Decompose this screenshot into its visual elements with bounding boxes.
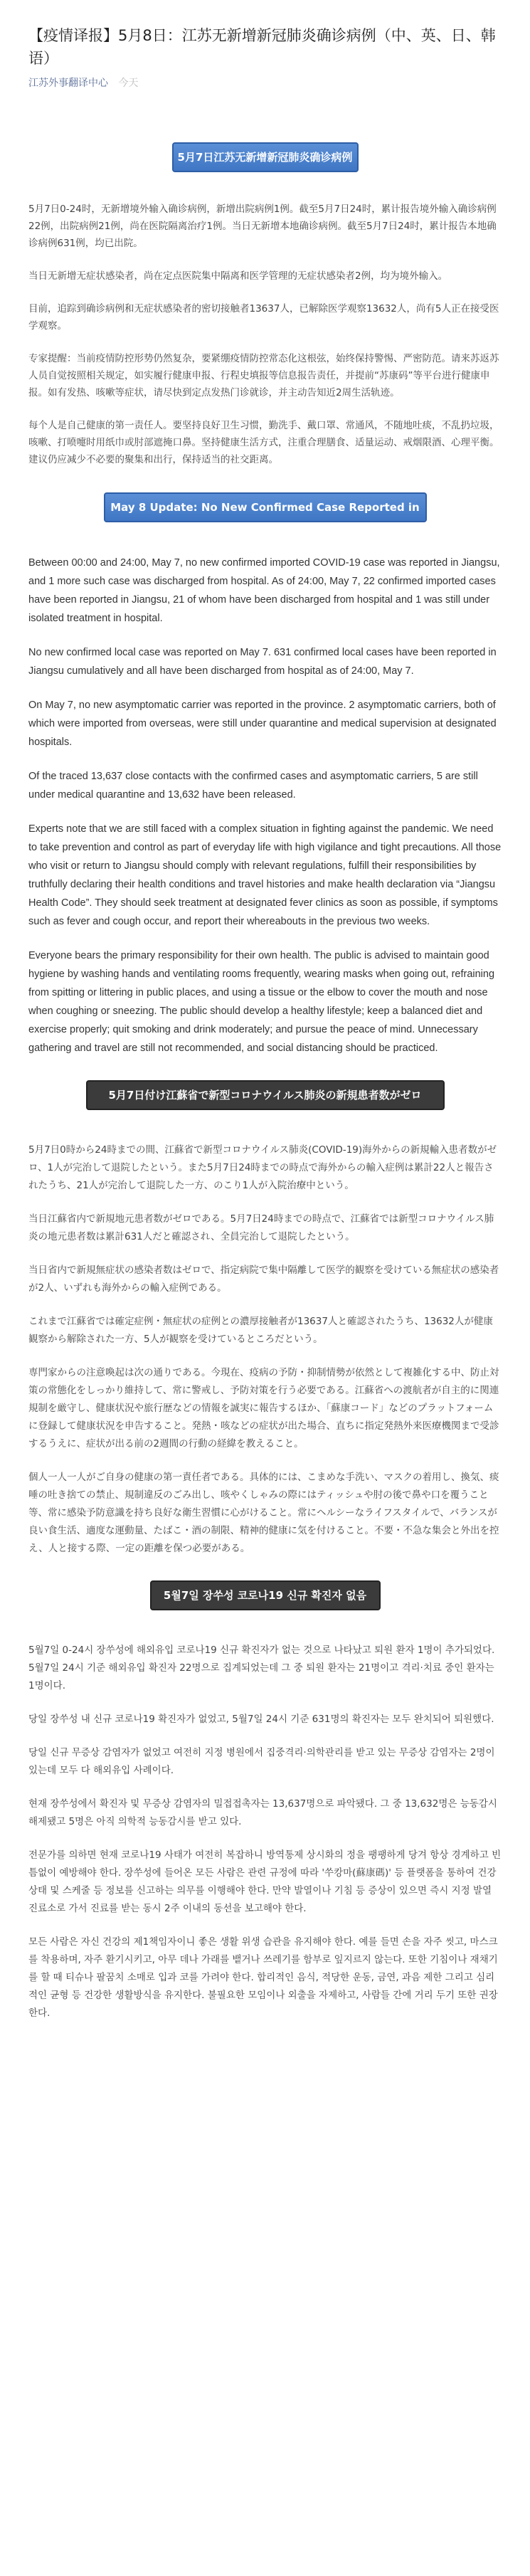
zh-paragraph: 每个人是自己健康的第一责任人。要坚持良好卫生习惯，勤洗手、戴口罩、常通风，不随地吐痰，不乱扔垃圾，咳嗽、打喷嚏时用纸巾或肘部遮掩口鼻。坚持健康生活方式，注重合理膳食、适量运动、戒烟限酒、心理平衡。建议仍应减少不必要的聚集和出行，保持适当的社交距离。 <box>28 420 499 465</box>
zh-section <box>0 201 530 468</box>
ko-paragraph: 현재 장쑤성에서 확진자 및 무증상 감염자의 밀접접촉자는 13,637명으로 파악됐다. 그 중 13,632명은 능동감시 해제됐고 5명은 아직 의학적 능동감시를 받고 있다. <box>28 1798 497 1827</box>
ko-section <box>0 1642 530 2022</box>
ja-paragraph: 専門家からの注意喚起は次の通りである。今現在、疫病の予防・抑制情勢が依然として複雑化する中、防止対策の常態化をしっかり維持して、常に警戒し、予防対策を行う必要である。江蘇省への渡航者が自主的に関連規制を厳守し、健康状況や旅行歴などの情報を誠実に報告するほか、「蘇康コード」などのプラットフォームに登録して健康状況を申告すること。発熱・咳などの症状が出た場合、直ちに指定発熱外来医療機関まで受診するうえに、症状が出る前の2週間の行動の経緯を教えること。 <box>28 1367 499 1450</box>
ja-paragraph: これまで江蘇省では確定症例・無症状の症例との濃厚接触者が13637人と確認されたうち、13632人が健康観察から解除された一方、5人が観察を受けているところだという。 <box>28 1316 493 1345</box>
en-paragraph: On May 7, no new asymptomatic carrier was reported in the province. 2 asymptomatic carriers, both of which were imported from overseas, were still under quarantine and medical supervision at designated hospitals. <box>28 700 497 748</box>
ja-paragraph: 当日省内で新規無症状の感染者数はゼロで、指定病院で集中隔離して医学的観察を受けている無症状の感染者が2人、いずれも海外からの輸入症例である。 <box>28 1265 499 1294</box>
article-title: 【疫情译报】5月8日：江苏无新增新冠肺炎确诊病例（中、英、日、韩语） <box>28 27 496 67</box>
zh-paragraph: 5月7日0-24时，无新增境外输入确诊病例，新增出院病例1例。截至5月7日24时，累计报告境外输入确诊病例22例，出院病例21例，尚在医院隔离治疗1例。当日无新增本地确诊病例。截至5月7日24时，累计报告本地确诊病例631例，均已出院。 <box>28 204 497 249</box>
ja-section-banner: 5月7日付け江蘇省で新型コロナウイルス肺炎の新規患者数がゼロ <box>86 1080 445 1110</box>
en-section-banner: May 8 Update: No New Confirmed Case Reported in Jiangsu <box>104 492 427 522</box>
en-paragraph: No new confirmed local case was reported on May 7. 631 confirmed local cases have been reported in Jiangsu cumulatively and all have been discharged from hospital as of 24:00, May 7. <box>28 647 497 677</box>
ko-section-banner: 5월7일 장쑤성 코로나19 신규 확진자 없음 <box>150 1580 381 1610</box>
en-section <box>0 554 530 1057</box>
en-paragraph: Experts note that we are still faced with a complex situation in fighting against the pandemic. We need to take prevention and control as part of everyday life with high vigilance and tight precautions. All those who visit or return to Jiangsu should comply with relevant regulations, fulfill their responsibilities by truthfully declaring their health conditions and travel histories and make health declaration via “Jiangsu Health Code”. They should seek treatment at designated fever clinics as soon as possible, if symptoms such as fever and cough occur, and report their whereabouts in the previous two weeks. <box>28 823 502 927</box>
en-paragraph: Of the traced 13,637 close contacts with the confirmed cases and asymptomatic carriers, 5 are still under medical quarantine and 13,632 have been released. <box>28 771 478 801</box>
ko-paragraph: 모든 사람은 자신 건강의 제1책임자이니 좋은 생활 위생 습관을 유지해야 한다. 예를 들면 손을 자주 씻고, 마스크를 착용하며, 자주 환기시키고, 아무 데나 가래를 뱉거나 쓰레기를 함부로 잎지르지 않는다. 또한 기침이나 재채기를 할 때 티슈나 팔꿈치 소매로 입과 코를 가려야 한다. 합리적인 음식, 적당한 운동, 금연, 과음 제한 그리고 심리적인 균형 등 건강한 생활방식을 유지한다. 불필요한 모임이나 외출을 자제하고, 사람들 간에 거리 두기 또한 권장한다. <box>28 1936 498 2019</box>
en-paragraph: Everyone bears the primary responsibility for their own health. The public is advised to maintain good hygiene by washing hands and ventilating rooms frequently, wearing masks when going out, refraining from spitting or littering in public places, and using a tissue or the elbow to cover the mouth and nose when coughing or sneezing. The public should develop a healthy lifestyle; keep a balanced diet and exercise properly; quit smoking and drink moderately; and pursue the peace of mind. Unnecessary gathering and travel are still not recommended, and social distancing should be practiced. <box>28 950 495 1054</box>
ja-section <box>0 1141 530 1558</box>
zh-paragraph: 当日无新增无症状感染者，尚在定点医院集中隔离和医学管理的无症状感染者2例，均为境外输入。 <box>28 270 448 282</box>
article-header <box>0 0 530 90</box>
account-name-link[interactable]: 江苏外事翻译中心 <box>28 78 108 89</box>
publish-date: 今天 <box>118 78 139 89</box>
ko-paragraph: 당일 장쑤성 내 신규 코로나19 확진자가 없었고, 5월7일 24시 기준 631명의 확진자는 모두 완치되어 퇴원했다. <box>28 1714 494 1725</box>
ja-paragraph: 個人一人一人がご自身の健康の第一責任者である。具体的には、こまめな手洗い、マスクの着用し、換気、痰唾の吐き捨ての禁止、規制違反のごみ出し、咳やくしゃみの際にはティッシュや肘の後で鼻や口を覆うこと等、常に感染予防意識を持ち良好な衛生習慣に心がけること。常にヘルシーなライフスタイルで、バランスが良い食生活、適度な運動量、たばこ・酒の制限、精神的健康に気を付けること。不要・不急な集会と外出を控え、人と接する際、一定の距離を保つ必要がある。 <box>28 1472 499 1554</box>
ko-paragraph: 당일 신규 무증상 감염자가 없었고 여전히 지정 병원에서 집중격리·의학관리를 받고 있는 무증상 감염자는 2명이 있는데 모두 다 해외유입 사례이다. <box>28 1747 495 1776</box>
ko-paragraph: 전문가를 의하면 현재 코로나19 사태가 여전히 복잡하니 방역통제 상시화의 정을 팽팽하게 당겨 항상 경계하고 빈틈없이 예방해야 한다. 장쑤성에 들어온 모든 사람은 관련 규정에 따라 '쑤캉마(蘇康碼)' 등 플랫폼을 통하여 건강상태 및 스케줄 등 정보를 신고하는 의무를 이행해야 한다. 만약 발열이나 기침 등 증상이 있으면 즉시 지정 발열 진료소로 가서 진료를 받는 동시 2주 이내의 동선을 보고해야 한다. <box>28 1849 502 1914</box>
zh-section-banner: 5月7日江苏无新增新冠肺炎确诊病例 <box>172 142 359 172</box>
ko-paragraph: 5월7일 0-24시 장쑤성에 해외유입 코로나19 신규 확진자가 없는 것으로 나타났고 퇴원 환자 1명이 추가되었다. 5월7일 24시 기준 해외유입 확진자 22명으로 집계되었는데 그 중 퇴원 환자는 21명이고 격리·치료 중인 환자는 1명이다. <box>28 1645 495 1691</box>
zh-paragraph: 专家提醒：当前疫情防控形势仍然复杂，要紧绷疫情防控常态化这根弦，始终保持警惕、严密防范。请来苏返苏人员自觉按照相关规定，如实履行健康申报、行程史填报等信息报告责任，并提前“苏康码”等平台进行健康申报。如有发热、咳嗽等症状，请尽快到定点发热门诊就诊，并主动告知近2周生活轨迹。 <box>28 353 499 398</box>
article-meta <box>28 75 502 90</box>
en-paragraph: Between 00:00 and 24:00, May 7, no new confirmed imported COVID-19 case was reported in Jiangsu, and 1 more such case was discharged from hospital. As of 24:00, May 7, 22 confirmed imported cases have been reported in Jiangsu, 21 of whom have been discharged from hospital and 1 was still under isolated treatment in hospital. <box>28 557 500 624</box>
ja-paragraph: 5月7日0時から24時までの間、江蘇省で新型コロナウイルス肺炎(COVID-19)海外からの新規輸入患者数がゼロ、1人が完治して退院したという。また5月7日24時までの時点で海外からの輸入症例は累計22人と報告されたうち、21人が完治して退院した一方、のこり1人が入院治療中という。 <box>28 1144 497 1191</box>
ja-paragraph: 当日江蘇省内で新規地元患者数がゼロである。5月7日24時までの時点で、江蘇省では新型コロナウイルス肺炎の地元患者数は累計631人だと確認され、全員完治して退院したという。 <box>28 1213 494 1242</box>
zh-paragraph: 目前，追踪到确诊病例和无症状感染者的密切接触者13637人，已解除医学观察13632人，尚有5人正在接受医学观察。 <box>28 303 499 332</box>
